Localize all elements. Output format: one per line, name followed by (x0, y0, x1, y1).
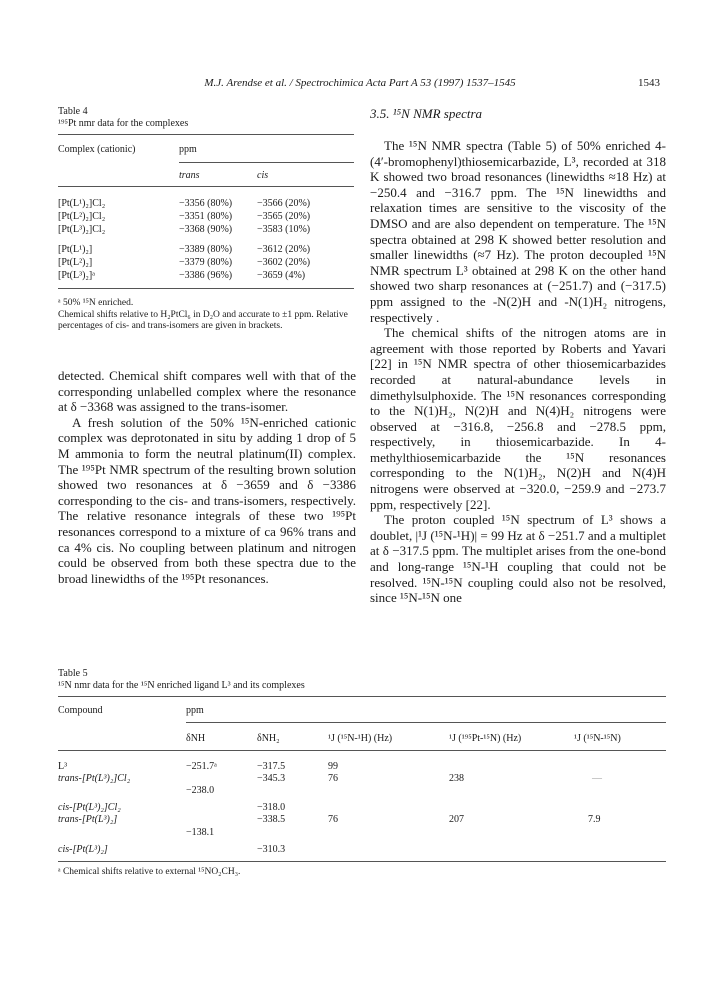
table4-row6-trans: −3386 (96%) (179, 270, 233, 281)
table5-footnote: ᵃ Chemical shifts relative to external ¹⁵NO₂CH₃. (58, 867, 241, 877)
table4-label: Table 4 (58, 106, 88, 117)
table4-footnote: Chemical shifts relative to H₂PtCl₆ in D₂O and accurate to ±1 ppm. Relative percentages of cis- and trans-isomers are given in brackets. (58, 310, 348, 332)
table5-row2-compound: trans-[Pt(L³)₂]Cl₂ (58, 773, 131, 784)
left-paragraph-1: detected. Chemical shift compares well with that of the corresponding unlabelled complex where the resonance at δ −3368 was assigned to the trans-isomer. (58, 368, 356, 415)
running-header: M.J. Arendse et al. / Spectrochimica Acta Part A 53 (1997) 1537–1545 (204, 77, 516, 89)
table4-caption: ¹⁹⁵Pt nmr data for the complexes (58, 118, 189, 129)
table4-header-rule (58, 186, 354, 187)
table4-sub-cis: cis (257, 170, 269, 181)
table5-sub-j-nh: ¹J (¹⁵N-¹H) (Hz) (328, 733, 393, 744)
table5-row2-j-nh: 76 (328, 773, 338, 784)
page-number: 1543 (638, 77, 660, 89)
table5-caption: ¹⁵N nmr data for the ¹⁵N enriched ligand L³ and its complexes (58, 680, 305, 691)
left-paragraph-2: A fresh solution of the 50% ¹⁵N-enriched cationic complex was deprotonated in situ by adding 1 drop of 5 M ammonia to form the neutral platinum(II) complex. The ¹⁹⁵Pt NMR spectrum of the resulting brown solution showed two resonances at δ −3659 and δ −3386 corresponding to the cis- and trans-isomers, respectively. The relative resonance integrals of these two ¹⁹⁵Pt resonances correspond to a mixture of ca 96% trans and ca 4% cis. No coupling between platinum and nitrogen could be observed from both these spectra due to the broad linewidths of the ¹⁹⁵Pt resonances. (58, 414, 356, 586)
right-column (370, 138, 666, 606)
left-column (58, 368, 356, 586)
table5-row4-compound: cis-[Pt(L³)₂]Cl₂ (58, 802, 121, 813)
table4-top-rule (58, 134, 354, 135)
table5-row6-nh: −138.1 (186, 827, 215, 838)
right-paragraph-2: The chemical shifts of the nitrogen atoms are in agreement with those reported by Roberts and Yavari [22] in ¹⁵N NMR spectra of other thiosemicarbazides recorded at natural-abundance levels in dimethylsulphoxide. The ¹⁵N resonances corresponding to the N(1)H₂, N(2)H and N(4)H₂ nitrogens were observed at −316.8, −256.8 and −278.5 ppm, respectively, in thiosemicarbazide. In 4-methylthiosemicarbazide the ¹⁵N resonances corresponding to the N(1)H₂, N(2)H and N(4)H nitrogens were observed at −320.0, −259.9 and −273.7 ppm, respectively [22]. (370, 325, 666, 512)
table5-row5-nh2: −338.5 (257, 814, 286, 825)
table5-row7-nh2: −310.3 (257, 844, 286, 855)
table5-row2-nh2: −345.3 (257, 773, 286, 784)
table4-row3-trans: −3368 (90%) (179, 224, 233, 235)
table4-row2-complex: [Pt(L²)₂]Cl₂ (58, 211, 106, 222)
table5-sub-nh2: δNH₂ (257, 733, 280, 744)
table5-row4-nh2: −318.0 (257, 802, 286, 813)
table5-sub-j-nn: ¹J (¹⁵N-¹⁵N) (574, 733, 621, 744)
table5-col-ppm: ppm (186, 705, 204, 716)
table4-row5-complex: [Pt(L²)₂] (58, 257, 93, 268)
table5-row5-j-nh: 76 (328, 814, 338, 825)
table4-row2-cis: −3565 (20%) (257, 211, 311, 222)
table5-label: Table 5 (58, 668, 88, 679)
table5-row2-j-ptn: 238 (449, 773, 464, 784)
table4-row6-complex: [Pt(L³)₂]ᵃ (58, 270, 95, 281)
table4-sub-trans: trans (179, 170, 200, 181)
table5-row5-j-nn: 7.9 (588, 814, 601, 825)
table5-header-rule (58, 750, 666, 751)
table4-row5-trans: −3379 (80%) (179, 257, 233, 268)
table5-row7-compound: cis-[Pt(L³)₂] (58, 844, 108, 855)
table4-row3-complex: [Pt(L³)₂]Cl₂ (58, 224, 106, 235)
table5-row5-j-ptn: 207 (449, 814, 464, 825)
table4-row5-cis: −3602 (20%) (257, 257, 311, 268)
right-paragraph-1: The ¹⁵N NMR spectra (Table 5) of 50% enriched 4-(4′-bromophenyl)thiosemicarbazide, L³, recorded at 318 K showed two broad resonances (linewidths ≈18 Hz) at −250.4 and −316.7 ppm. The ¹⁵N linewidths and relaxation times are sensitive to the viscosity of the DMSO and are also dependent on temperature. The ¹⁵N spectra obtained at 298 K showed better resolution and smaller linewidths (≈7 Hz). The proton decoupled ¹⁵N NMR spectrum L³ obtained at 298 K on the other hand showed two sharp resonances at (−251.7) and (−317.5) ppm assigned to the -N(2)H and -N(1)H₂ nitrogens, respectively . (370, 138, 666, 325)
table5-col-compound: Compound (58, 705, 103, 716)
table5-row1-j-nh: 99 (328, 761, 338, 772)
table5-bottom-rule (58, 861, 666, 862)
right-paragraph-3: The proton coupled ¹⁵N spectrum of L³ shows a doublet, |¹J (¹⁵N-¹H)| = 99 Hz at δ −251.7 and a multiplet at δ −317.5 ppm. The multiplet arises from the one-bond and long-range ¹⁵N-¹H coupling that could not be resolved. ¹⁵N-¹⁵N coupling could also not be resolved, since ¹⁵N-¹⁵N one (370, 512, 666, 606)
table4-row1-trans: −3356 (80%) (179, 198, 233, 209)
table4-row2-trans: −3351 (80%) (179, 211, 233, 222)
table5-sub-nh: δNH (186, 733, 206, 744)
table5-sub-j-ptn: ¹J (¹⁹⁵Pt-¹⁵N) (Hz) (449, 733, 522, 744)
table5-top-rule (58, 696, 666, 697)
table4-ppm-rule (179, 162, 354, 163)
table4-bottom-rule (58, 288, 354, 289)
table4-col-ppm: ppm (179, 144, 197, 155)
table5-row1-nh: −251.7ᵃ (186, 761, 217, 772)
table4-footnote-a: ᵃ 50% ¹⁵N enriched. (58, 298, 134, 308)
table5-row3-nh: −238.0 (186, 785, 215, 796)
table5-row5-compound: trans-[Pt(L³)₂] (58, 814, 118, 825)
table5-ppm-rule (186, 722, 666, 723)
section-title: 3.5. ¹⁵N NMR spectra (370, 106, 483, 121)
table4-row3-cis: −3583 (10%) (257, 224, 311, 235)
table4-row1-complex: [Pt(L¹)₂]Cl₂ (58, 198, 106, 209)
table4-row6-cis: −3659 (4%) (257, 270, 306, 281)
table4-row4-complex: [Pt(L¹)₂] (58, 244, 93, 255)
table4-row4-trans: −3389 (80%) (179, 244, 233, 255)
table4-col-complex: Complex (cationic) (58, 144, 136, 155)
table5-row1-nh2: −317.5 (257, 761, 286, 772)
table4-row4-cis: −3612 (20%) (257, 244, 311, 255)
table5-row1-compound: L³ (58, 761, 68, 772)
table4-row1-cis: −3566 (20%) (257, 198, 311, 209)
table5-row2-j-nn: — (592, 773, 602, 784)
